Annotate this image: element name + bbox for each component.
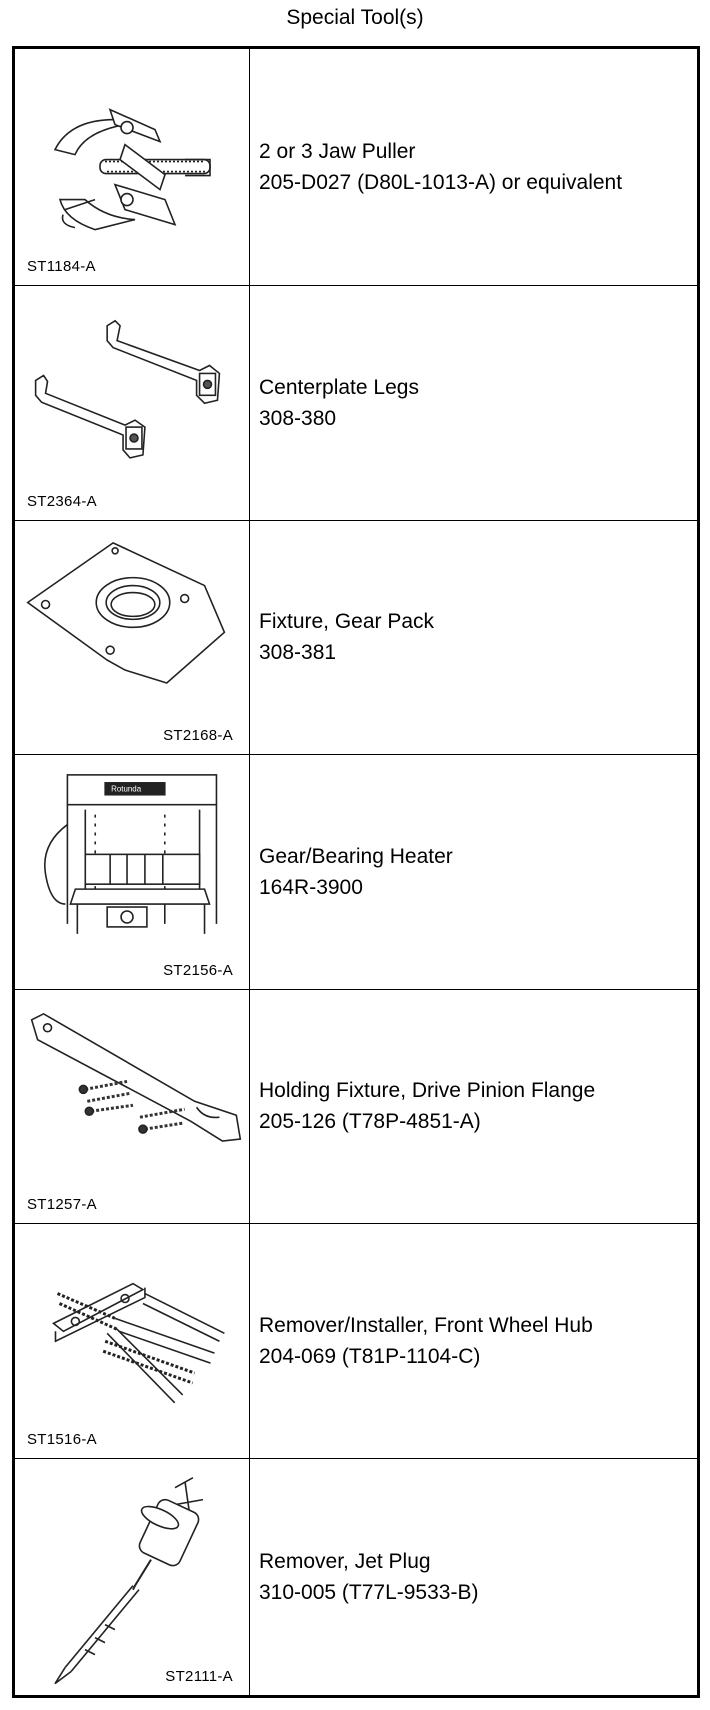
tool-illustration-cell — [14, 989, 250, 1224]
tool-description-cell — [250, 989, 699, 1224]
tool-number: 205-D027 (D80L-1013-A) or equivalent — [259, 171, 623, 195]
table-row — [14, 1224, 699, 1459]
tool-number: 310-005 (T77L-9533-B) — [259, 1580, 479, 1604]
tool-code: ST1516-A — [27, 1430, 97, 1448]
tool-illustration-cell — [14, 1458, 250, 1696]
tool-name: Remover, Jet Plug — [259, 1549, 431, 1573]
tool-code: ST2111-A — [165, 1668, 233, 1685]
tool-number: 308-380 — [259, 406, 337, 430]
table-row — [14, 755, 699, 990]
tool-illustration-cell — [14, 1224, 250, 1459]
tool-code: ST1257-A — [27, 1196, 97, 1214]
tool-name: Gear/Bearing Heater — [259, 844, 453, 868]
tool-name: Centerplate Legs — [259, 375, 419, 399]
tool-illustration-cell — [14, 48, 250, 286]
gear-pack-fixture-icon — [15, 521, 249, 755]
centerplate-legs-icon — [15, 286, 249, 520]
tool-code: ST2364-A — [27, 492, 97, 510]
tool-name: Fixture, Gear Pack — [259, 610, 435, 634]
tool-name: Remover/Installer, Front Wheel Hub — [259, 1313, 593, 1337]
tool-number: 204-069 (T81P-1104-C) — [259, 1344, 481, 1368]
tool-number: 164R-3900 — [259, 875, 363, 899]
hub-remover-installer-icon — [15, 1224, 249, 1458]
page-title: Special Tool(s) — [286, 6, 424, 29]
tool-code: ST2168-A — [163, 727, 233, 745]
table-row — [14, 48, 699, 286]
tool-description-cell — [250, 755, 699, 990]
table-row — [14, 989, 699, 1224]
tool-number: 308-381 — [259, 641, 337, 665]
holding-fixture-icon — [15, 990, 249, 1224]
tool-description-cell — [250, 520, 699, 755]
table-row — [14, 1458, 699, 1696]
brand-label: Rotunda — [111, 784, 142, 794]
jet-plug-remover-icon — [15, 1459, 249, 1695]
tool-description-cell — [250, 1224, 699, 1459]
tool-code: ST2156-A — [163, 961, 233, 979]
tool-name: Holding Fixture, Drive Pinion Flange — [259, 1079, 596, 1103]
tool-illustration-cell — [14, 755, 250, 990]
special-tools-table — [12, 46, 700, 1698]
tool-name: 2 or 3 Jaw Puller — [259, 140, 416, 164]
tool-number: 205-126 (T78P-4851-A) — [259, 1110, 481, 1134]
tool-illustration-cell — [14, 286, 250, 521]
tool-illustration-cell — [14, 520, 250, 755]
table-row — [14, 520, 699, 755]
tool-description-cell — [250, 286, 699, 521]
table-row — [14, 286, 699, 521]
bearing-heater-icon — [15, 755, 249, 989]
tool-description-cell — [250, 1458, 699, 1696]
tool-description-cell — [250, 48, 699, 286]
tool-code: ST1184-A — [27, 258, 96, 276]
jaw-puller-icon — [15, 49, 249, 285]
